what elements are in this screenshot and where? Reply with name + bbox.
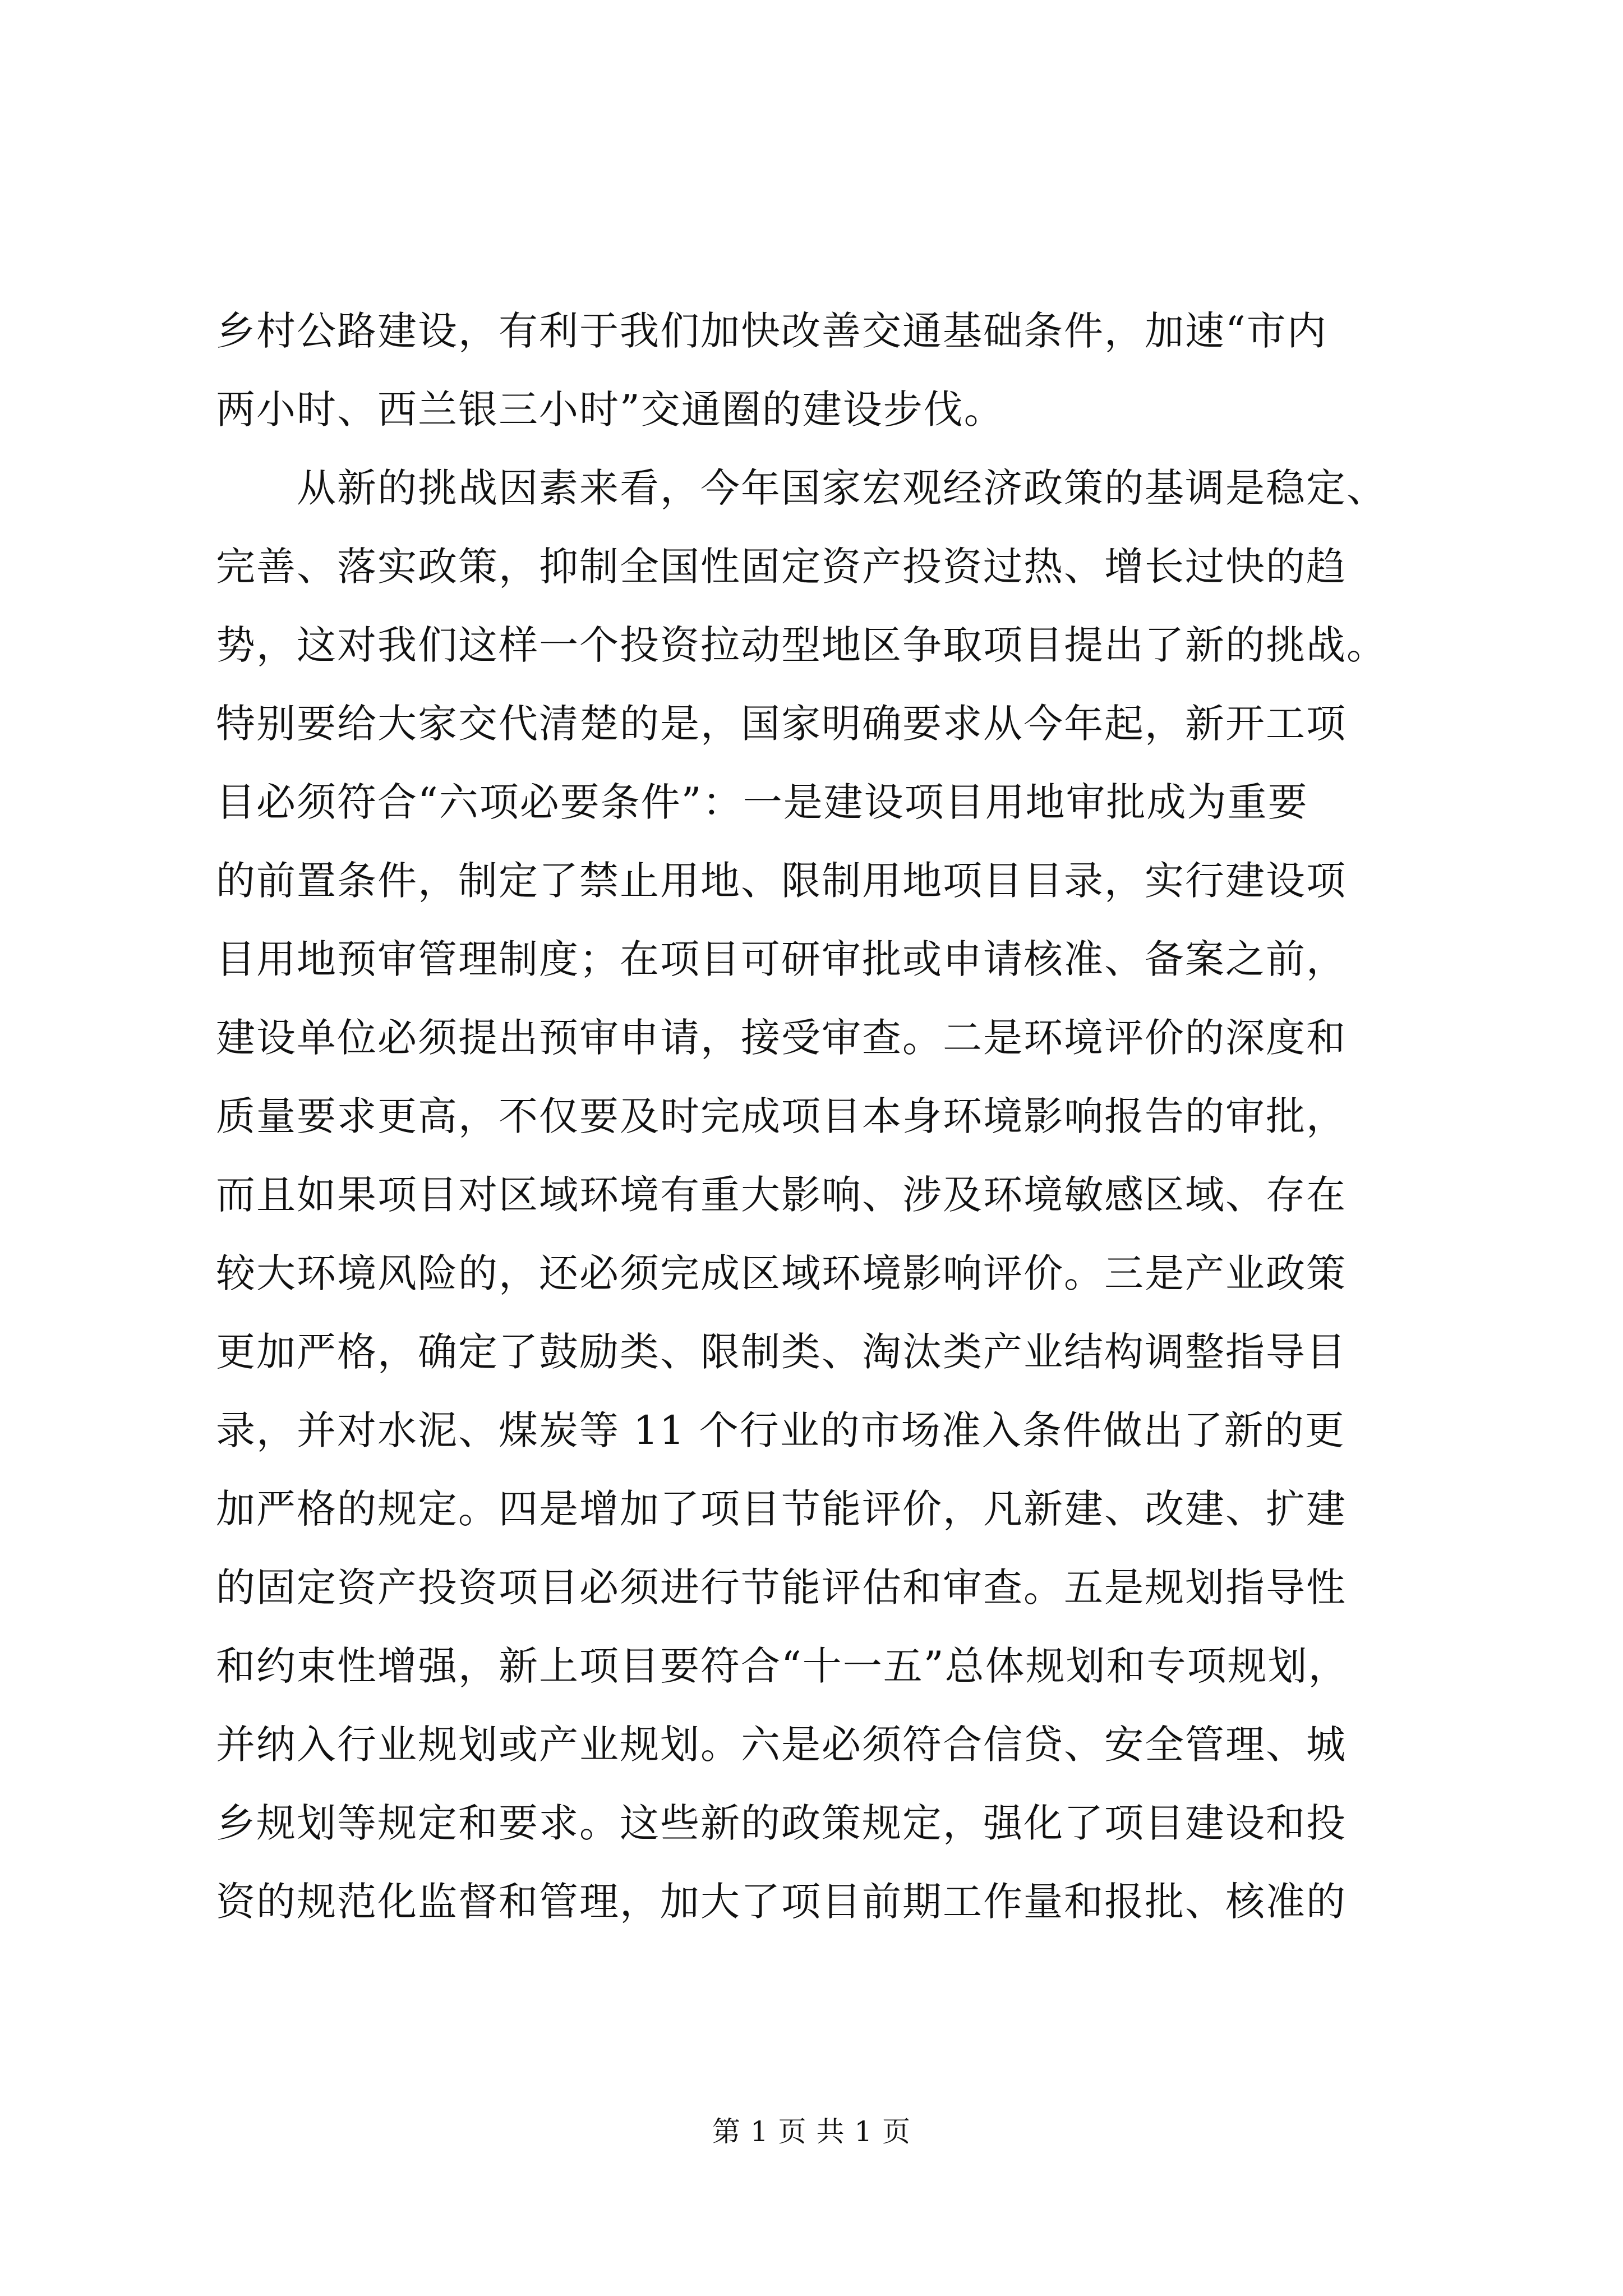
body-text — [216, 292, 1410, 1941]
paragraph-start-line: 从新的挑战因素来看，今年国家宏观经济政策的基调是稳定、 — [216, 465, 1387, 511]
text-line: 两小时、西兰银三小时”交通圈的建设步伐。 — [216, 386, 1004, 432]
text-line: 目用地预审管理制度；在项目可研审批或申请核准、备案之前， — [216, 936, 1347, 982]
text-line: 更加严格，确定了鼓励类、限制类、淘汰类产业结构调整指导目 — [216, 1329, 1347, 1375]
page-number-footer: 第 1 页 共 1 页 — [712, 2115, 911, 2148]
text-line: 的固定资产投资项目必须进行节能评估和审查。五是规划指导性 — [216, 1565, 1347, 1611]
text-line: 乡规划等规定和要求。这些新的政策规定，强化了项目建设和投 — [216, 1800, 1347, 1846]
text-line: 目必须符合“六项必要条件”：一是建设项目用地审批成为重要 — [216, 779, 1308, 825]
text-line: 加严格的规定。四是增加了项目节能评价，凡新建、改建、扩建 — [216, 1486, 1347, 1532]
text-line: 较大环境风险的，还必须完成区域环境影响评价。三是产业政策 — [216, 1250, 1347, 1296]
text-line: 完善、落实政策，抑制全国性固定资产投资过热、增长过快的趋 — [216, 544, 1347, 590]
text-line: 特别要给大家交代清楚的是，国家明确要求从今年起，新开工项 — [216, 701, 1347, 747]
text-line: 录，并对水泥、煤炭等 11 个行业的市场准入条件做出了新的更 — [216, 1407, 1345, 1453]
text-line: 质量要求更高，不仅要及时完成项目本身环境影响报告的审批， — [216, 1093, 1347, 1139]
text-line: 和约束性增强，新上项目要符合“十一五”总体规划和专项规划， — [216, 1643, 1349, 1689]
text-line: 的前置条件，制定了禁止用地、限制用地项目目录，实行建设项 — [216, 858, 1347, 904]
text-line: 资的规范化监督和管理，加大了项目前期工作量和报批、核准的 — [216, 1879, 1347, 1925]
text-line: 势，这对我们这样一个投资拉动型地区争取项目提出了新的挑战。 — [216, 622, 1387, 668]
text-line: 乡村公路建设，有利于我们加快改善交通基础条件，加速“市内 — [216, 308, 1327, 354]
text-line: 并纳入行业规划或产业规划。六是必须符合信贷、安全管理、城 — [216, 1722, 1347, 1768]
text-line: 而且如果项目对区域环境有重大影响、涉及环境敏感区域、存在 — [216, 1172, 1347, 1218]
text-line: 建设单位必须提出预审申请，接受审查。二是环境评价的深度和 — [216, 1015, 1347, 1061]
